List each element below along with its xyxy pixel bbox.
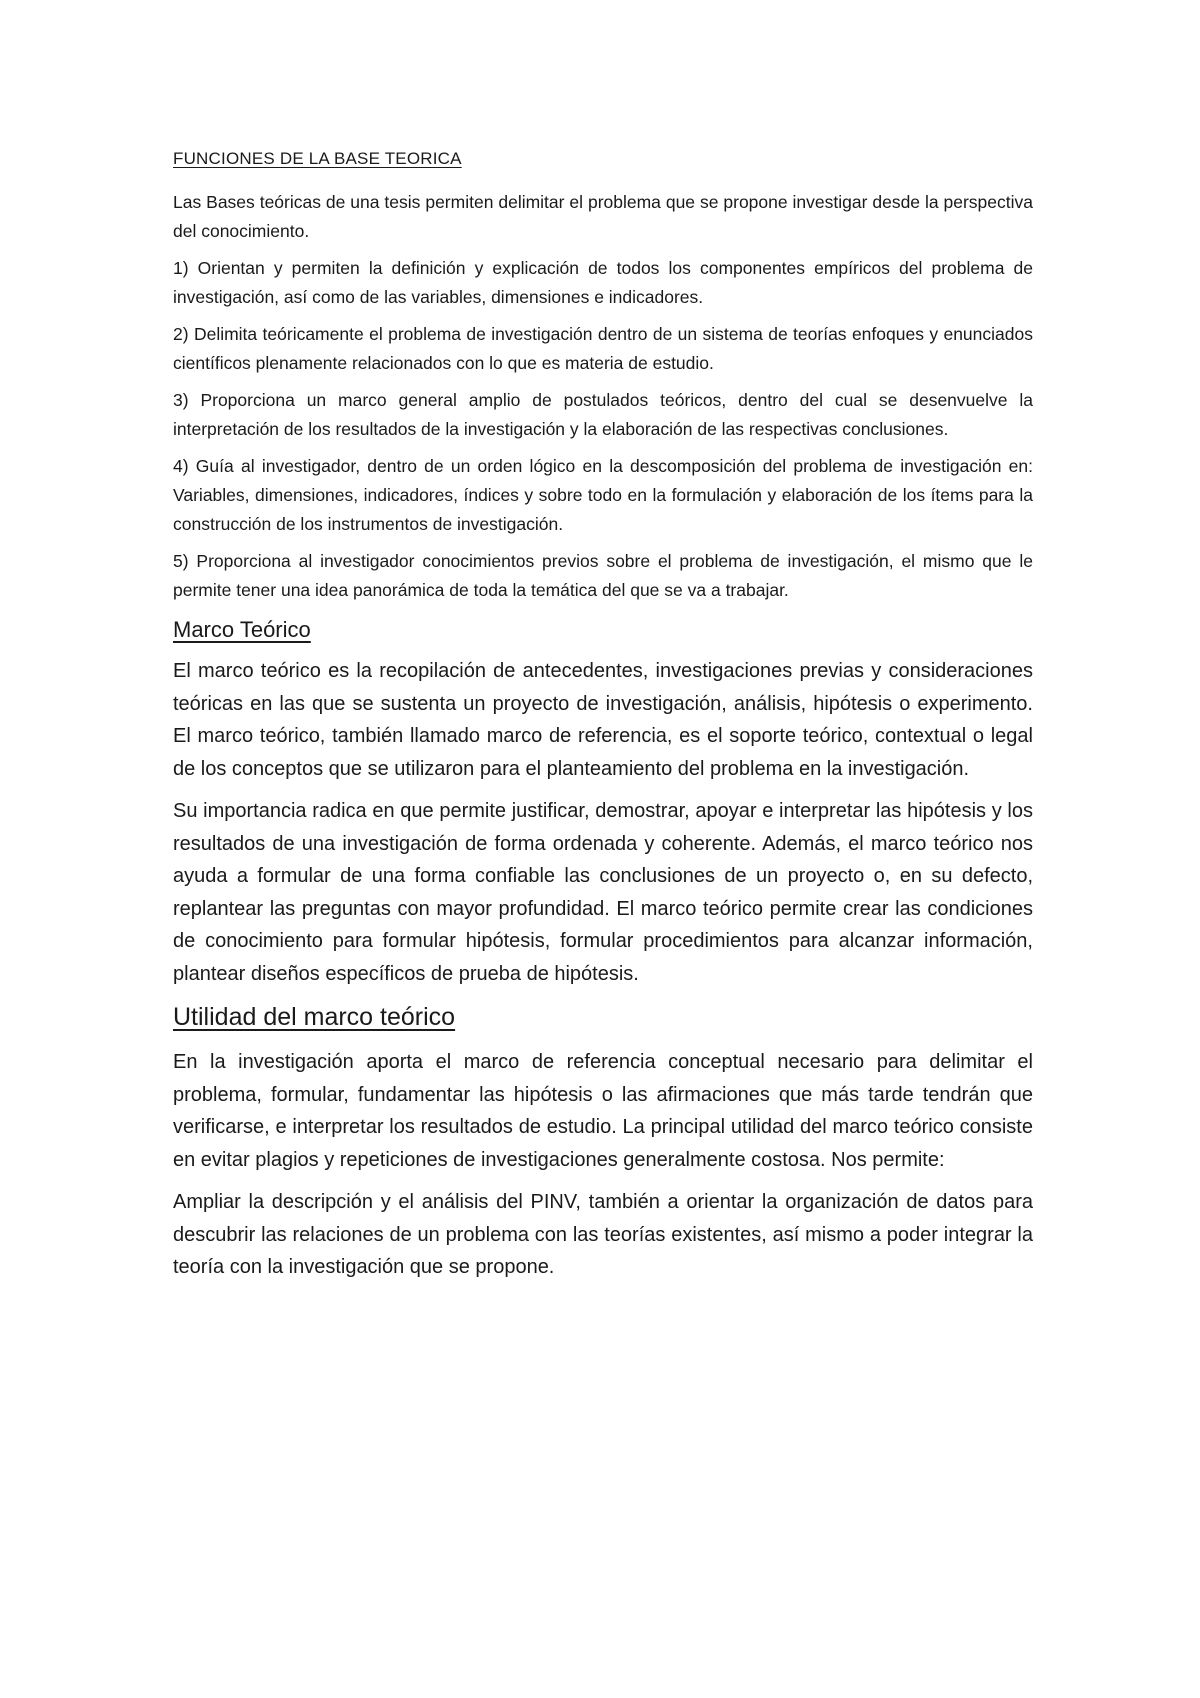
utilidad-heading: Utilidad del marco teórico [173,1003,456,1031]
function-item-3: 3) Proporciona un marco general amplio de postulados teóricos, dentro del cual se desenvuelve la interpretación de los resultados de la investigación y la elaboración de las respectivas conclusiones. [173,390,1033,439]
document-title: FUNCIONES DE LA BASE TEORICA [173,149,462,168]
function-item-1: 1) Orientan y permiten la definición y explicación de todos los componentes empíricos del problema de investigación, así como de las variables, dimensiones e indicadores. [173,258,1033,307]
marco-paragraph-2: Su importancia radica en que permite justificar, demostrar, apoyar e interpretar las hipótesis y los resultados de una investigación de forma ordenada y coherente. Además, el marco teórico nos ayuda a formular de una forma confiable las conclusiones de un proyecto o, en su defecto, replantear las preguntas con mayor profundidad. El marco teórico permite crear las condiciones de conocimiento para formular hipótesis, formular procedimientos para alcanzar información, plantear diseños específicos de prueba de hipótesis. [173,800,1033,985]
utilidad-paragraph-1: En la investigación aporta el marco de referencia conceptual necesario para delimitar el problema, formular, fundamentar las hipótesis o las afirmaciones que más tarde tendrán que verificarse, e interpretar los resultados de estudio. La principal utilidad del marco teórico consiste en evitar plagios y repeticiones de investigaciones generalmente costosa. Nos permite: [173,1051,1033,1171]
utilidad-paragraph-2: Ampliar la descripción y el análisis del PINV, también a orientar la organización de datos para descubrir las relaciones de un problema con las teorías existentes, así mismo a poder integrar la teoría con la investigación que se propone. [173,1191,1033,1278]
function-item-5: 5) Proporciona al investigador conocimientos previos sobre el problema de investigación, el mismo que le permite tener una idea panorámica de toda la temática del que se va a trabajar. [173,551,1033,600]
marco-paragraph-1: El marco teórico es la recopilación de antecedentes, investigaciones previas y consideraciones teóricas en las que se sustenta un proyecto de investigación, análisis, hipótesis o experimento. El marco teórico, también llamado marco de referencia, es el soporte teórico, contextual o legal de los conceptos que se utilizaron para el planteamiento del problema en la investigación. [173,660,1033,780]
marco-teorico-heading: Marco Teórico [173,617,311,642]
intro-paragraph: Las Bases teóricas de una tesis permiten delimitar el problema que se propone investigar desde la perspectiva del conocimiento. [173,192,1033,241]
function-item-4: 4) Guía al investigador, dentro de un orden lógico en la descomposición del problema de investigación en: Variables, dimensiones, indicadores, índices y sobre todo en la formulación y elaboración de los ítems para la construcción de los instrumentos de investigación. [173,456,1033,534]
function-item-2: 2) Delimita teóricamente el problema de investigación dentro de un sistema de teorías enfoques y enunciados científicos plenamente relacionados con lo que es materia de estudio. [173,324,1033,373]
document-page [173,148,1033,1294]
